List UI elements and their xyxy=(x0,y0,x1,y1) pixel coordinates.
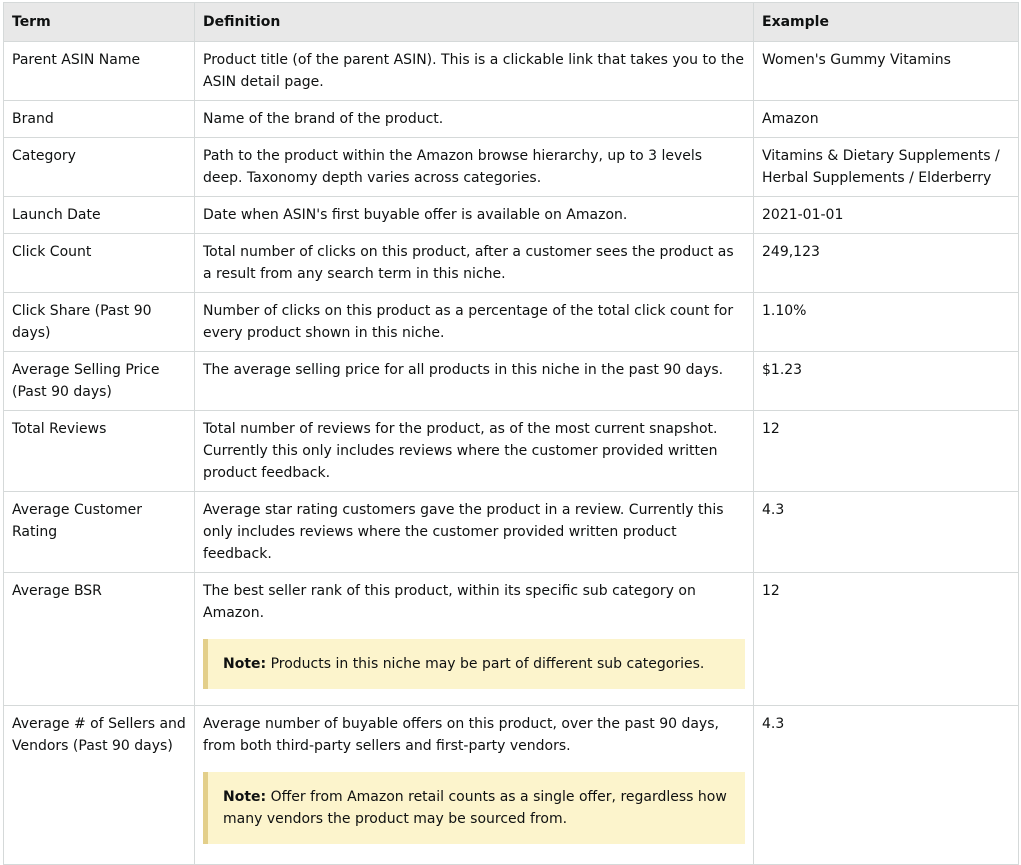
term-cell: Category xyxy=(4,138,195,197)
term-cell: Average Selling Price (Past 90 days) xyxy=(4,352,195,411)
example-cell: Women's Gummy Vitamins xyxy=(754,42,1019,101)
note-label: Note: xyxy=(223,656,267,672)
definition-cell: Average star rating customers gave the product in a review. Currently this only includes reviews where the customer provided written product feedback. xyxy=(195,492,754,573)
definition-cell xyxy=(195,573,754,706)
definition-cell: Total number of reviews for the product, as of the most current snapshot. Currently this only includes reviews where the customer provided written product feedback. xyxy=(195,411,754,492)
term-cell: Average BSR xyxy=(4,573,195,706)
glossary-table xyxy=(3,2,1019,865)
table-header-row xyxy=(4,3,1019,42)
term-cell: Brand xyxy=(4,101,195,138)
example-cell: Amazon xyxy=(754,101,1019,138)
header-definition: Definition xyxy=(195,3,754,42)
term-cell: Total Reviews xyxy=(4,411,195,492)
table-row xyxy=(4,138,1019,197)
example-cell: 12 xyxy=(754,573,1019,706)
term-cell: Launch Date xyxy=(4,197,195,234)
definition-cell: Name of the brand of the product. xyxy=(195,101,754,138)
table-row xyxy=(4,573,1019,706)
example-cell: 4.3 xyxy=(754,706,1019,865)
table-row xyxy=(4,352,1019,411)
example-cell: 4.3 xyxy=(754,492,1019,573)
table-row xyxy=(4,101,1019,138)
example-cell: $1.23 xyxy=(754,352,1019,411)
table-row xyxy=(4,706,1019,865)
term-cell: Click Count xyxy=(4,234,195,293)
example-cell: Vitamins & Dietary Supplements / Herbal Supplements / Elderberry xyxy=(754,138,1019,197)
note-label: Note: xyxy=(223,789,267,805)
term-cell: Average Customer Rating xyxy=(4,492,195,573)
example-cell: 249,123 xyxy=(754,234,1019,293)
table-row xyxy=(4,197,1019,234)
table-row xyxy=(4,42,1019,101)
definition-text: Average number of buyable offers on this product, over the past 90 days, from both third-party sellers and first-party vendors. xyxy=(203,716,719,754)
example-cell: 12 xyxy=(754,411,1019,492)
definition-cell xyxy=(195,706,754,865)
example-cell: 2021-01-01 xyxy=(754,197,1019,234)
table-row xyxy=(4,411,1019,492)
header-example: Example xyxy=(754,3,1019,42)
definition-cell: Date when ASIN's first buyable offer is available on Amazon. xyxy=(195,197,754,234)
header-term: Term xyxy=(4,3,195,42)
definition-cell: Number of clicks on this product as a percentage of the total click count for every product shown in this niche. xyxy=(195,293,754,352)
definition-text: The best seller rank of this product, within its specific sub category on Amazon. xyxy=(203,583,696,621)
table-row xyxy=(4,293,1019,352)
definition-cell: The average selling price for all products in this niche in the past 90 days. xyxy=(195,352,754,411)
table-row xyxy=(4,234,1019,293)
note-callout xyxy=(203,639,745,689)
definition-cell: Total number of clicks on this product, after a customer sees the product as a result from any search term in this niche. xyxy=(195,234,754,293)
note-text: Products in this niche may be part of different sub categories. xyxy=(270,656,705,672)
example-cell: 1.10% xyxy=(754,293,1019,352)
note-text: Offer from Amazon retail counts as a single offer, regardless how many vendors the product may be sourced from. xyxy=(223,789,727,827)
table-row xyxy=(4,492,1019,573)
definition-cell: Path to the product within the Amazon browse hierarchy, up to 3 levels deep. Taxonomy depth varies across categories. xyxy=(195,138,754,197)
term-cell: Click Share (Past 90 days) xyxy=(4,293,195,352)
definition-cell: Product title (of the parent ASIN). This is a clickable link that takes you to the ASIN detail page. xyxy=(195,42,754,101)
term-cell: Average # of Sellers and Vendors (Past 90 days) xyxy=(4,706,195,865)
note-callout xyxy=(203,772,745,844)
term-cell: Parent ASIN Name xyxy=(4,42,195,101)
